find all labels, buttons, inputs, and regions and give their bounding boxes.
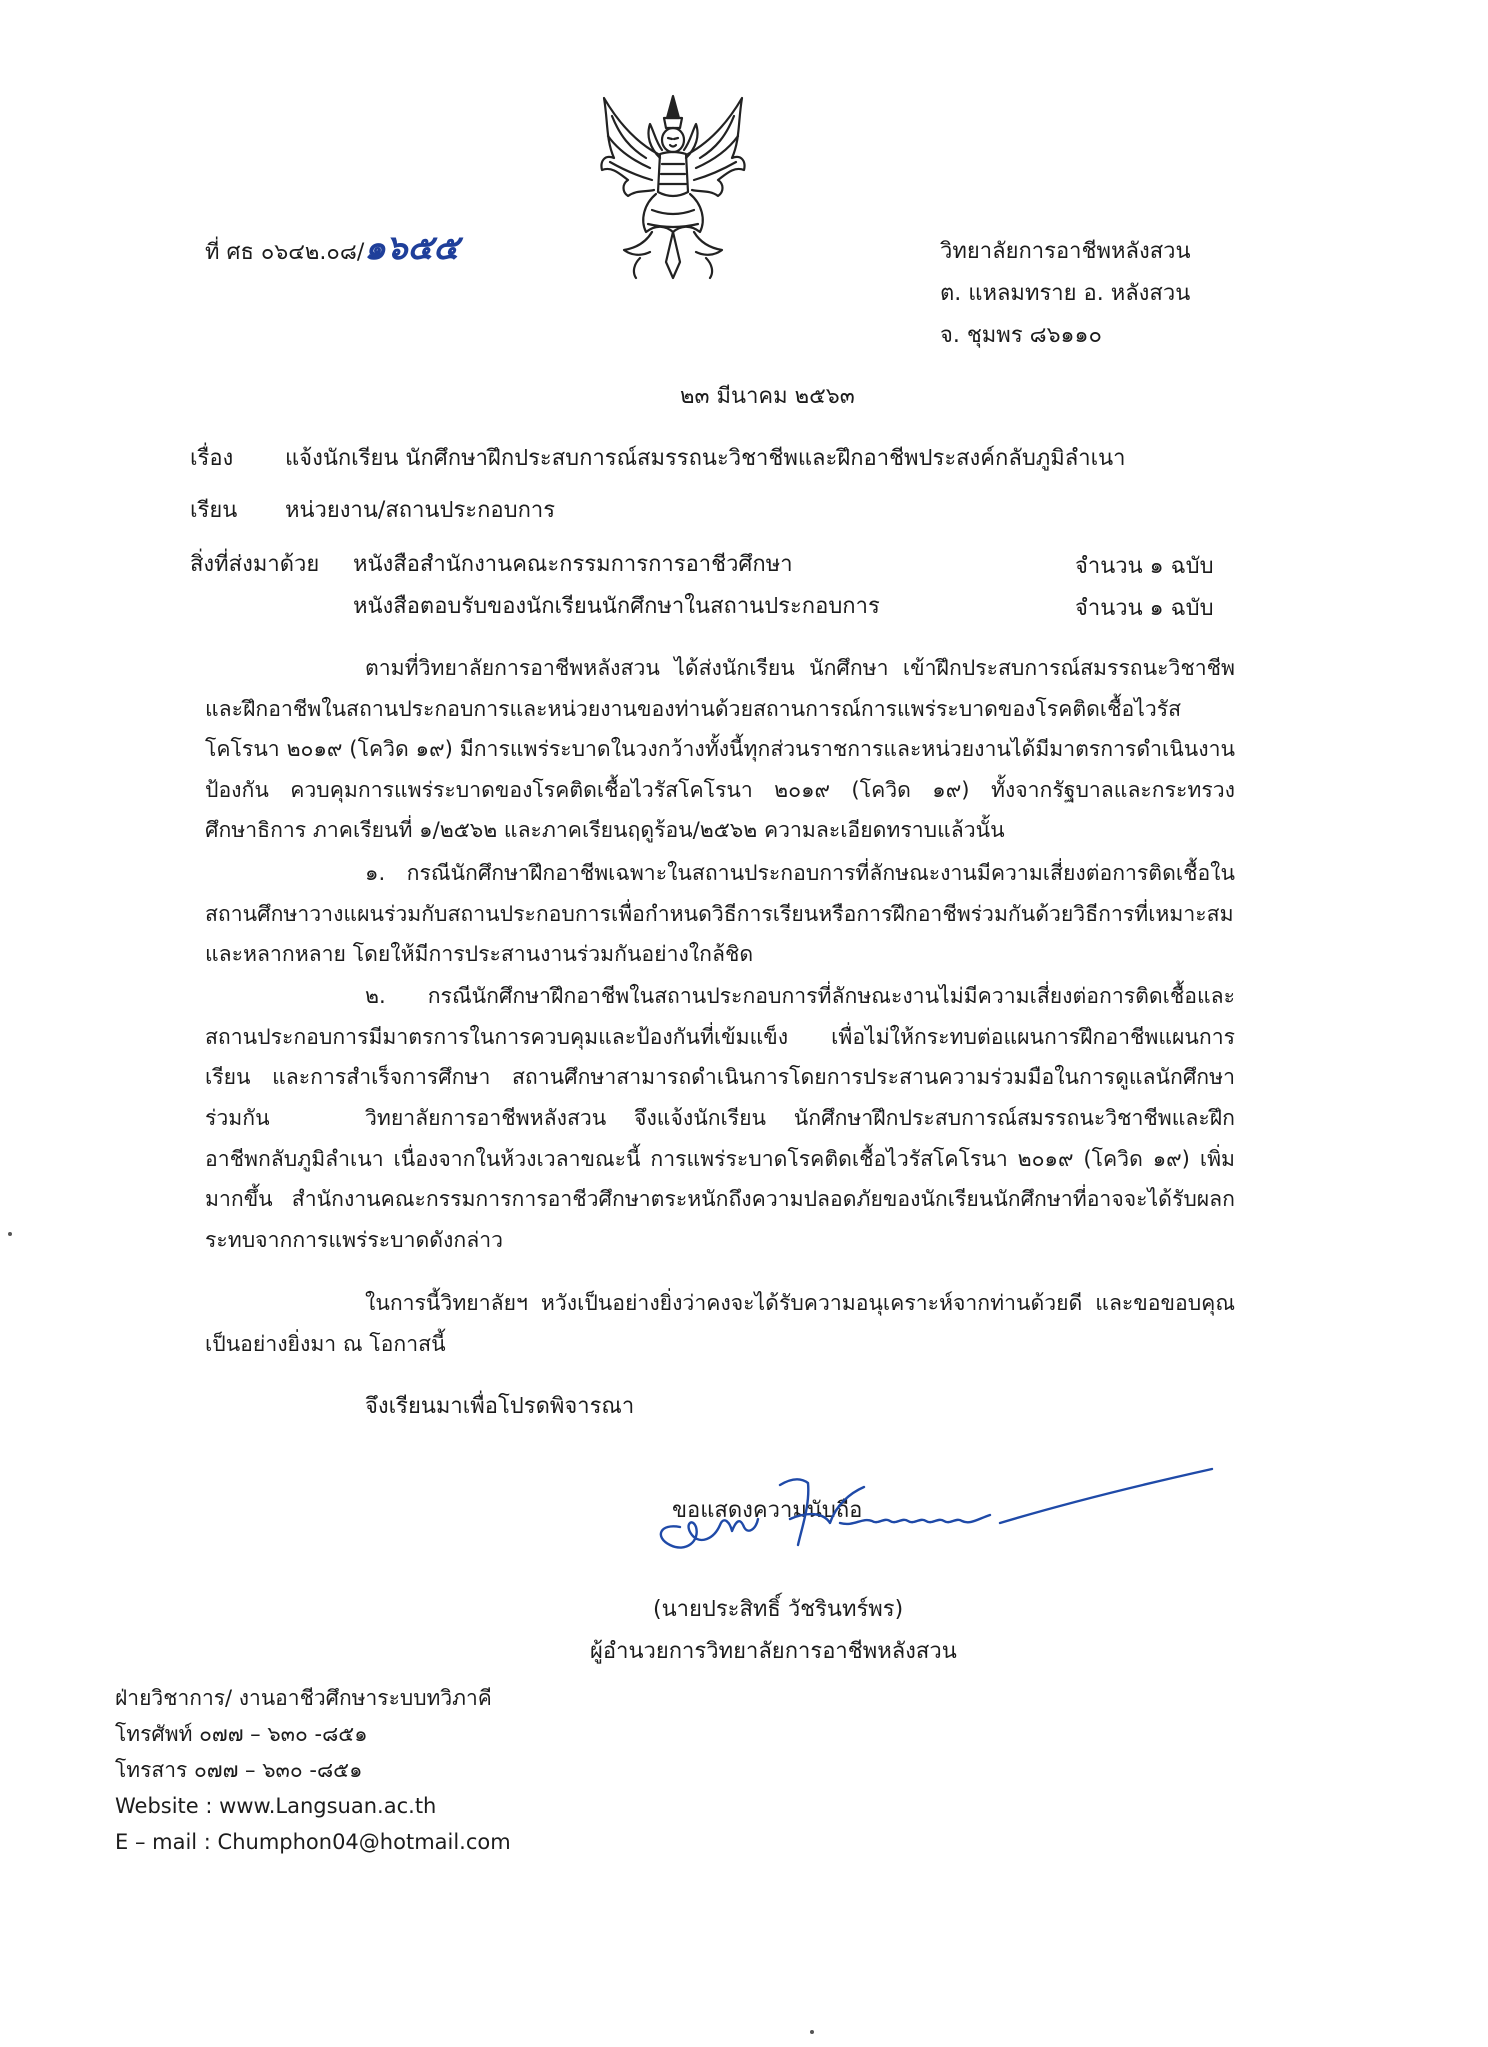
footer-fax: โทรสาร ๐๗๗ – ๖๓๐ -๘๕๑ <box>115 1758 363 1782</box>
footer-department: ฝ่ายวิชาการ/ งานอาชีวศึกษาระบบทวิภาคี <box>115 1686 492 1710</box>
sender-line-2: ต. แหลมทราย อ. หลังสวน <box>940 281 1191 306</box>
letter-date: ๒๓ มีนาคม ๒๕๖๓ <box>680 384 855 409</box>
subject-text: แจ้งนักเรียน นักศึกษาฝึกประสบการณ์สมรรถนะวิชาชีพและฝึกอาชีพประสงค์กลับภูมิลำเนา <box>285 446 1126 471</box>
garuda-emblem-icon <box>596 92 750 282</box>
enclosure-qty-2: จำนวน ๑ ฉบับ <box>1075 596 1214 621</box>
scan-speck <box>8 1232 12 1236</box>
footer-email: E – mail : Chumphon04@hotmail.com <box>115 1830 511 1854</box>
body-paragraph-1: ตามที่วิทยาลัยการอาชีพหลังสวน ได้ส่งนักเรียน นักศึกษา เข้าฝึกประสบการณ์สมรรถนะวิชาชีพและฝึกอาชีพในสถานประกอบการและหน่วยงานของท่านด้วยสถานการณ์การแพร่ระบาดของโรคติดเชื้อไวรัสโคโรนา ๒๐๑๙ (โควิด ๑๙) มีการแพร่ระบาดในวงกว้างทั้งนี้ทุกส่วนราชการและหน่วยงานได้มีมาตรการดำเนินงานป้องกัน ควบคุมการแพร่ระบาดของโรคติดเชื้อไวรัสโคโรนา ๒๐๑๙ (โควิด ๑๙) ทั้งจากรัฐบาลและกระทรวงศึกษาธิการ ภาคเรียนที่ ๑/๒๕๖๒ และภาคเรียนฤดูร้อน/๒๕๖๒ ความละเอียดทราบแล้วนั้น <box>205 655 1235 842</box>
sender-line-3: จ. ชุมพร ๘๖๑๑๐ <box>940 323 1102 348</box>
closing-phrase: ขอแสดงความนับถือ <box>672 1498 863 1523</box>
reference-line <box>205 228 459 268</box>
closing-request: จึงเรียนมาเพื่อโปรดพิจารณา <box>365 1394 635 1419</box>
footer-phone: โทรศัพท์ ๐๗๗ – ๖๓๐ -๘๕๑ <box>115 1722 368 1746</box>
body-paragraph-5: ในการนี้วิทยาลัยฯ หวังเป็นอย่างยิ่งว่าคงจะได้รับความอนุเคราะห์จากท่านด้วยดี และขอขอบคุณเป็นอย่างยิ่งมา ณ โอกาสนี้ <box>205 1290 1235 1356</box>
signer-name: (นายประสิทธิ์ วัชรินทร์พร) <box>653 1597 904 1622</box>
scan-speck <box>810 2030 814 2034</box>
body-paragraph-2: ๑. กรณีนักศึกษาฝึกอาชีพเฉพาะในสถานประกอบการที่ลักษณะงานมีความเสี่ยงต่อการติดเชื้อในสถานศึกษาวางแผนร่วมกับสถานประกอบการเพื่อกำหนดวิธีการเรียนหรือการฝึกอาชีพร่วมกันด้วยวิธีการที่เหมาะสมและหลากหลาย โดยให้มีการประสานงานร่วมกันอย่างใกล้ชิด <box>205 860 1235 966</box>
signer-title: ผู้อำนวยการวิทยาลัยการอาชีพหลังสวน <box>590 1639 957 1664</box>
to-text: หน่วยงาน/สถานประกอบการ <box>285 498 556 523</box>
enclosure-qty-1: จำนวน ๑ ฉบับ <box>1075 554 1214 579</box>
enclosure-item-2: หนังสือตอบรับของนักเรียนนักศึกษาในสถานประกอบการ <box>353 594 880 619</box>
enclosure-label: สิ่งที่ส่งมาด้วย <box>190 552 320 577</box>
reference-number: ๑๖๕๕ <box>364 228 459 268</box>
sender-line-1: วิทยาลัยการอาชีพหลังสวน <box>940 239 1191 264</box>
body-paragraph-3: ๒. กรณีนักศึกษาฝึกอาชีพในสถานประกอบการที่ลักษณะงานไม่มีความเสี่ยงต่อการติดเชื้อและสถานประกอบการมีมาตรการในการควบคุมและป้องกันที่เข้มแข็ง เพื่อไม่ให้กระทบต่อแผนการฝึกอาชีพแผนการเรียน และการสำเร็จการศึกษา สถานศึกษาสามารถดำเนินการโดยการประสานความร่วมมือในการดูแลนักศึกษาร่วมกัน <box>205 983 1235 1130</box>
body-paragraph-4: วิทยาลัยการอาชีพหลังสวน จึงแจ้งนักเรียน นักศึกษาฝึกประสบการณ์สมรรถนะวิชาชีพและฝึกอาชีพกลับภูมิลำเนา เนื่องจากในห้วงเวลาขณะนี้ การแพร่ระบาดโรคติดเชื้อไวรัสโคโรนา ๒๐๑๙ (โควิด ๑๙) เพิ่มมากขึ้น สำนักงานคณะกรรมการการอาชีวศึกษาตระหนักถึงความปลอดภัยของนักเรียนนักศึกษาที่อาจจะได้รับผลกระทบจากการแพร่ระบาดดังกล่าว <box>205 1105 1235 1252</box>
footer-website: Website : www.Langsuan.ac.th <box>115 1794 437 1818</box>
reference-label: ที่ ศธ ๐๖๔๒.๐๘/ <box>205 240 365 265</box>
enclosure-item-1: หนังสือสำนักงานคณะกรรมการการอาชีวศึกษา <box>353 552 793 577</box>
subject-label: เรื่อง <box>190 446 234 471</box>
to-label: เรียน <box>190 498 238 523</box>
handwritten-signature <box>640 1465 1220 1560</box>
